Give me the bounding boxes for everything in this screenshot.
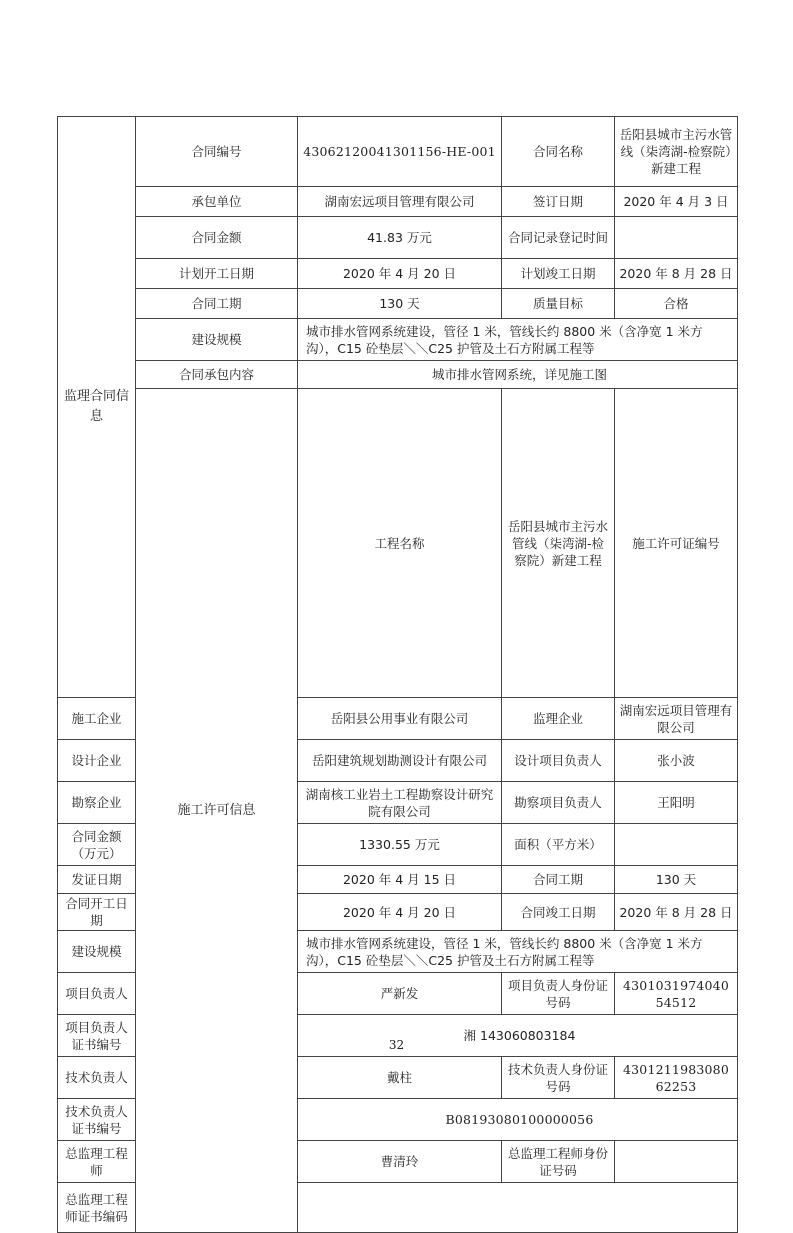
quality-value: 合格 (615, 289, 738, 319)
sign-date-value: 2020 年 4 月 3 日 (615, 187, 738, 217)
permit-scale-value: 城市排水管网系统建设，管径 1 米，管线长约 8800 米（含净宽 1 米方沟），C15 砼垫层＼＼C25 护管及土石方附属工程等 (298, 931, 738, 973)
permit-period-label: 合同工期 (502, 866, 615, 894)
designer-label: 设计企业 (58, 740, 136, 782)
survey-lead-label: 勘察项目负责人 (502, 782, 615, 824)
area-value (615, 824, 738, 866)
chief-cert-label: 总监理工程师证书编码 (58, 1183, 136, 1233)
table-row (58, 259, 738, 289)
table-row (58, 289, 738, 319)
tech-value: 戴柱 (298, 1057, 502, 1099)
project-info-table (57, 116, 738, 1233)
start-date-value: 2020 年 4 月 20 日 (298, 894, 502, 931)
pm-id-value: 430103197404054512 (615, 973, 738, 1015)
permit-supervisor-label: 监理企业 (502, 698, 615, 740)
chief-value: 曹清玲 (298, 1141, 502, 1183)
pm-value: 严新发 (298, 973, 502, 1015)
tech-id-value: 430121198308062253 (615, 1057, 738, 1099)
end-date-value: 2020 年 8 月 28 日 (615, 894, 738, 931)
permit-no-label: 施工许可证编号 (615, 389, 738, 698)
contract-no-value: 43062120041301156-HE-001 (298, 117, 502, 187)
chief-id-label: 总监理工程师身份证号码 (502, 1141, 615, 1183)
design-lead-label: 设计项目负责人 (502, 740, 615, 782)
tech-id-label: 技术负责人身份证号码 (502, 1057, 615, 1099)
permit-group-label: 施工许可信息 (136, 389, 298, 1233)
supervision-amount-value: 41.83 万元 (298, 217, 502, 259)
contractor-label: 承包单位 (136, 187, 298, 217)
chief-id-value (615, 1141, 738, 1183)
sign-date-label: 签订日期 (502, 187, 615, 217)
page-number: 32 (388, 1038, 405, 1052)
supervision-scale-label: 建设规模 (136, 319, 298, 361)
table-row (58, 217, 738, 259)
chief-cert-value (298, 1183, 738, 1233)
survey-lead-value: 王阳明 (615, 782, 738, 824)
pm-id-label: 项目负责人身份证号码 (502, 973, 615, 1015)
table-row (58, 389, 738, 698)
builder-value: 岳阳县公用事业有限公司 (298, 698, 502, 740)
tech-cert-value: B08193080100000056 (298, 1099, 738, 1141)
permit-supervisor-value: 湖南宏远项目管理有限公司 (615, 698, 738, 740)
table-row (58, 187, 738, 217)
table-row (58, 319, 738, 361)
design-lead-value: 张小波 (615, 740, 738, 782)
supervision-amount-label: 合同金额 (136, 217, 298, 259)
supervision-scale-value: 城市排水管网系统建设，管径 1 米，管线长约 8800 米（含净宽 1 米方沟），C15 砼垫层＼＼C25 护管及土石方附属工程等 (298, 319, 738, 361)
tech-label: 技术负责人 (58, 1057, 136, 1099)
table-row (58, 117, 738, 187)
start-date-label: 合同开工日期 (58, 894, 136, 931)
quality-label: 质量目标 (502, 289, 615, 319)
survey-label: 勘察企业 (58, 782, 136, 824)
contract-name-label: 合同名称 (502, 117, 615, 187)
permit-scale-label: 建设规模 (58, 931, 136, 973)
permit-amount-value: 1330.55 万元 (298, 824, 502, 866)
supervision-period-value: 130 天 (298, 289, 502, 319)
record-time-value (615, 217, 738, 259)
record-time-label: 合同记录登记时间 (502, 217, 615, 259)
plan-start-value: 2020 年 4 月 20 日 (298, 259, 502, 289)
chief-label: 总监理工程师 (58, 1141, 136, 1183)
tech-cert-label: 技术负责人证书编号 (58, 1099, 136, 1141)
scope-value: 城市排水管网系统，详见施工图 (298, 361, 738, 389)
end-date-label: 合同竣工日期 (502, 894, 615, 931)
survey-value: 湖南核工业岩土工程勘察设计研究院有限公司 (298, 782, 502, 824)
builder-label: 施工企业 (58, 698, 136, 740)
contract-no-label: 合同编号 (136, 117, 298, 187)
plan-start-label: 计划开工日期 (136, 259, 298, 289)
area-label: 面积（平方米） (502, 824, 615, 866)
project-name-value: 岳阳县城市主污水管线（柒湾湖-检察院）新建工程 (502, 389, 615, 698)
issue-date-label: 发证日期 (58, 866, 136, 894)
permit-amount-label: 合同金额（万元） (58, 824, 136, 866)
permit-period-value: 130 天 (615, 866, 738, 894)
project-name-label: 工程名称 (298, 389, 502, 698)
plan-end-label: 计划竣工日期 (502, 259, 615, 289)
contractor-value: 湖南宏远项目管理有限公司 (298, 187, 502, 217)
designer-value: 岳阳建筑规划勘测设计有限公司 (298, 740, 502, 782)
plan-end-value: 2020 年 8 月 28 日 (615, 259, 738, 289)
issue-date-value: 2020 年 4 月 15 日 (298, 866, 502, 894)
pm-label: 项目负责人 (58, 973, 136, 1015)
scope-label: 合同承包内容 (136, 361, 298, 389)
contract-name-value: 岳阳县城市主污水管线（柒湾湖-检察院）新建工程 (615, 117, 738, 187)
supervision-period-label: 合同工期 (136, 289, 298, 319)
supervision-group-label: 监理合同信息 (58, 117, 136, 698)
pm-cert-value: 湘 143060803184 (298, 1015, 738, 1057)
pm-cert-label: 项目负责人证书编号 (58, 1015, 136, 1057)
table-row (58, 361, 738, 389)
